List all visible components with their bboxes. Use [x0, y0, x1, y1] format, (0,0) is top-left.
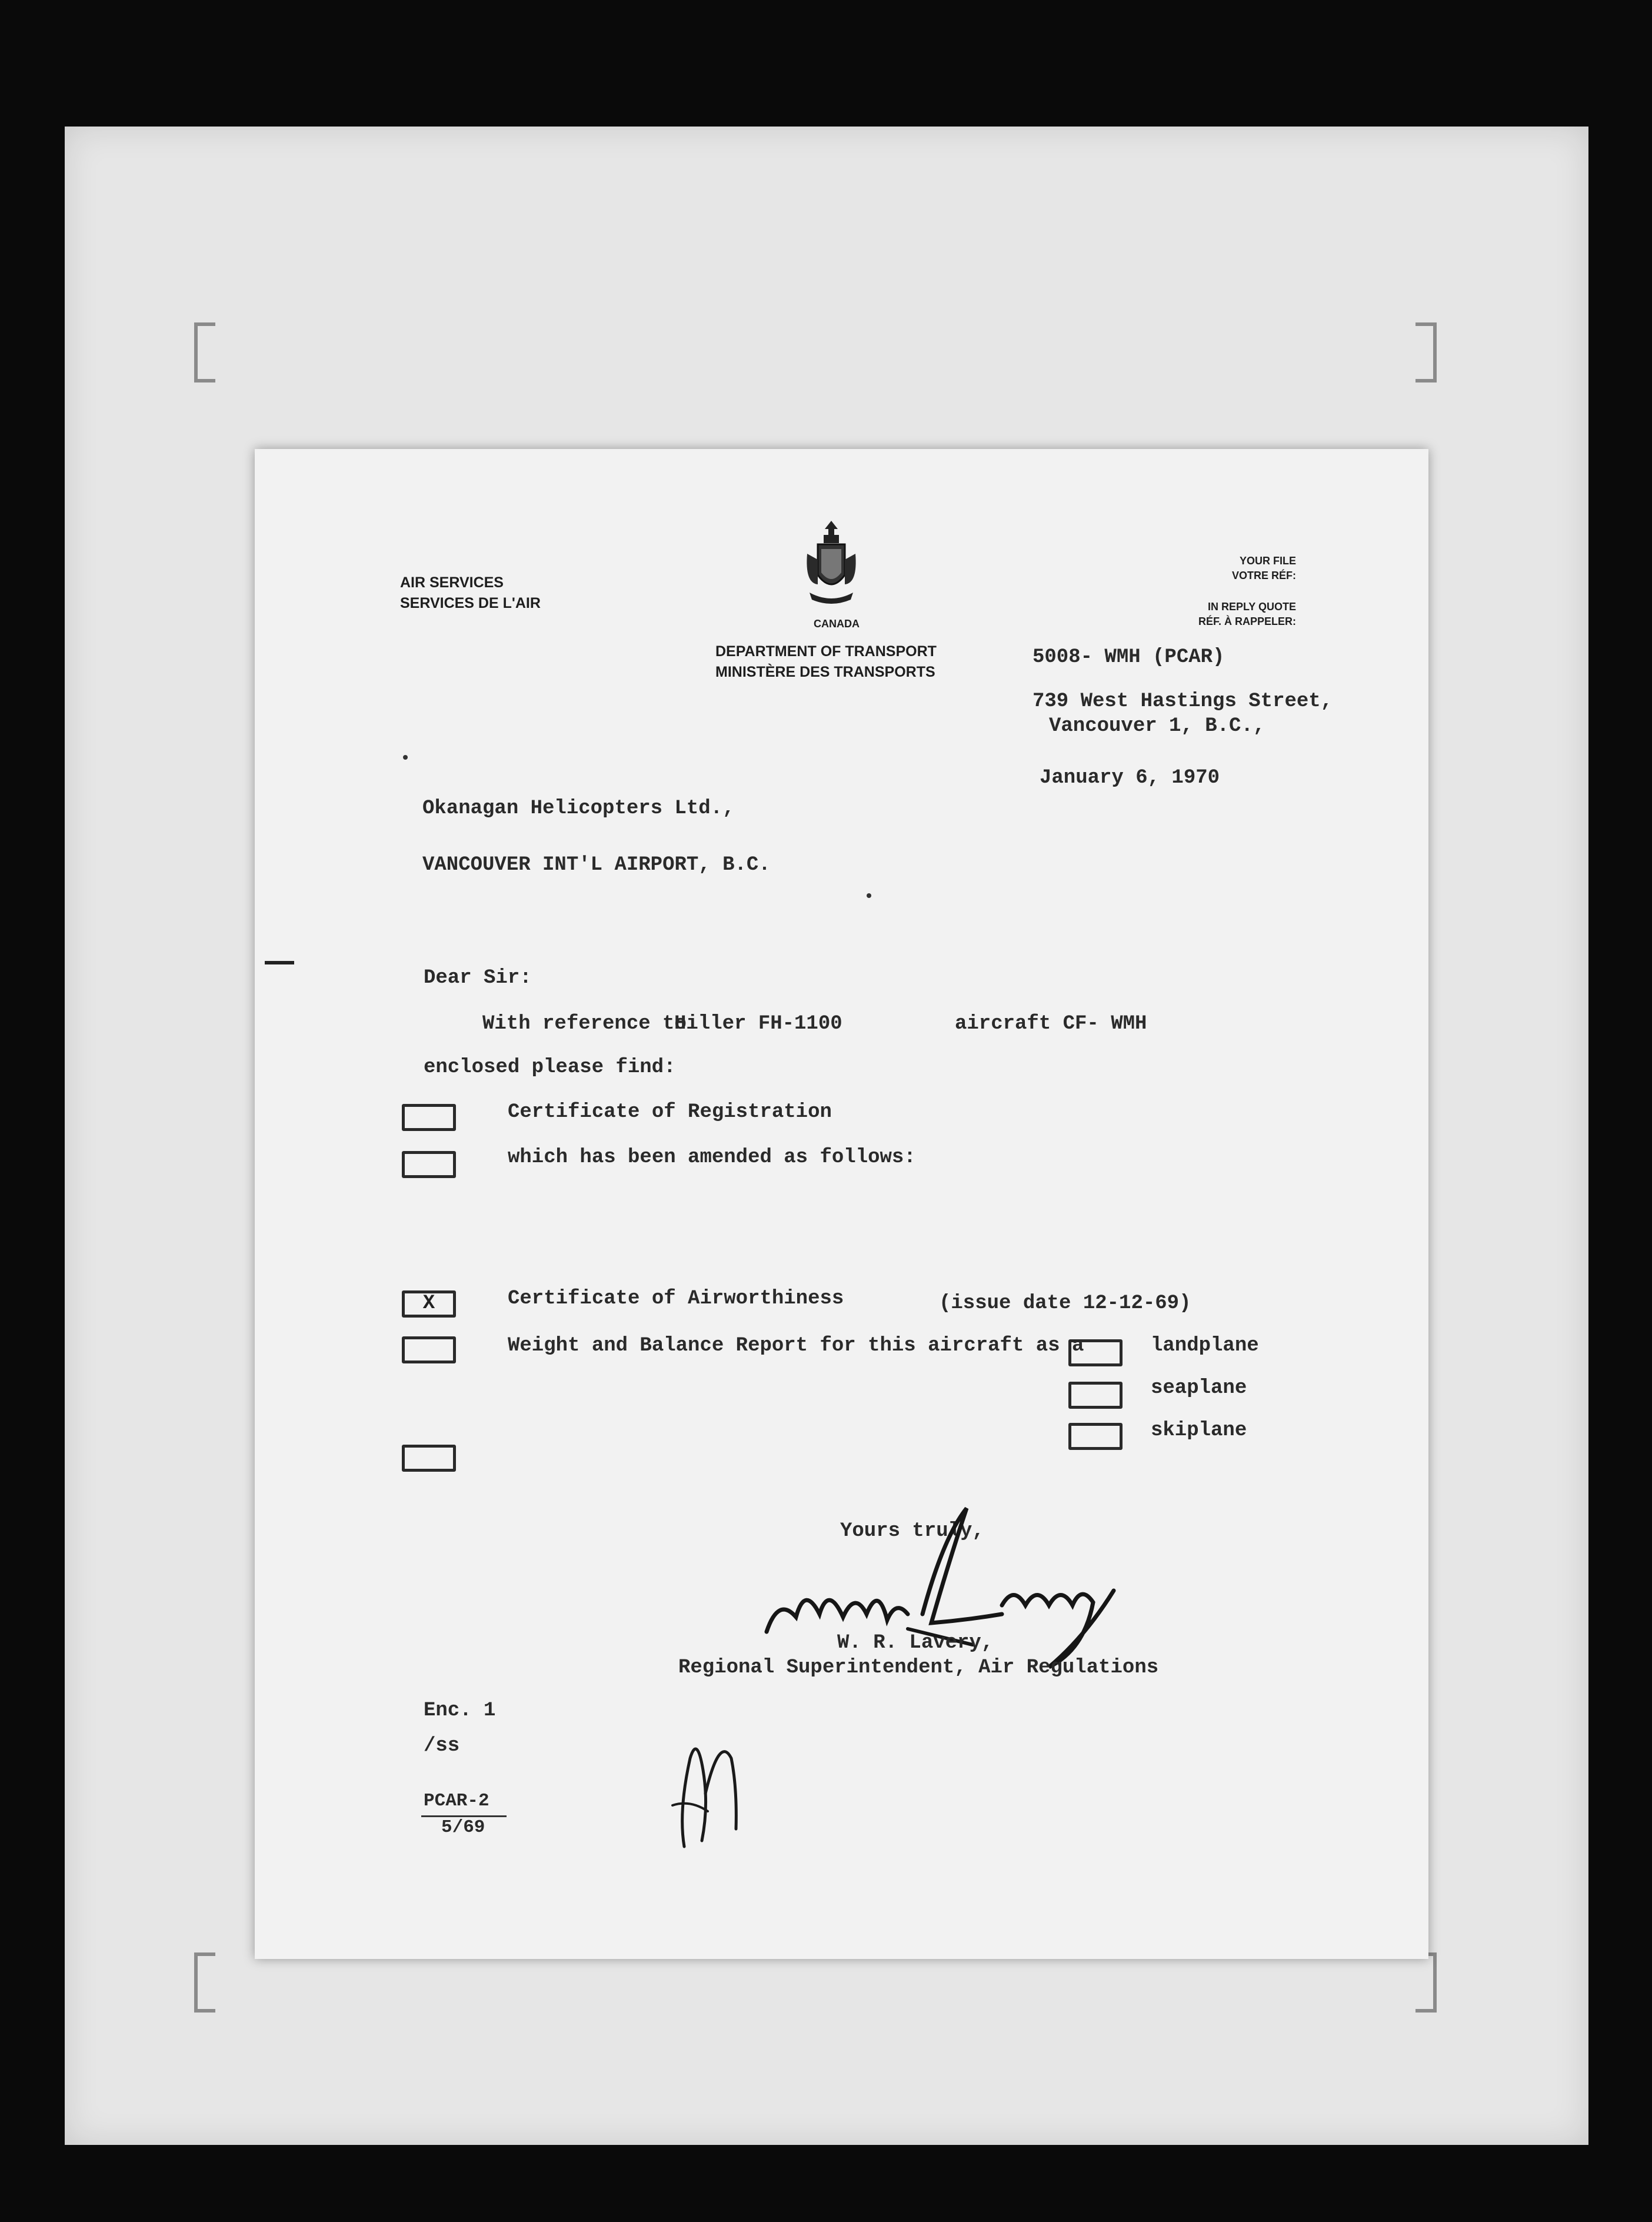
- checkbox-other: [402, 1445, 456, 1472]
- reference-prefix: With reference to: [482, 1013, 687, 1035]
- service-name-fr: SERVICES DE L'AIR: [400, 595, 541, 611]
- reply-quote-label-fr: RÉF. À RAPPELER:: [1198, 616, 1296, 627]
- type-landplane: landplane: [1151, 1335, 1259, 1357]
- typist-initials: /ss: [424, 1735, 460, 1757]
- crop-mark-top-left: [194, 322, 215, 382]
- reply-quote-label-en: IN REPLY QUOTE: [1207, 601, 1296, 613]
- salutation: Dear Sir:: [424, 967, 532, 989]
- sender-address-line-1: 739 West Hastings Street,: [1032, 690, 1333, 713]
- checkbox-airworthiness: X: [402, 1290, 456, 1318]
- aircraft-registration: aircraft CF- WMH: [955, 1013, 1147, 1035]
- signatory-title: Regional Superintendent, Air Regulations: [678, 1656, 1159, 1679]
- form-number: PCAR-2: [424, 1791, 489, 1811]
- country-label: CANADA: [814, 618, 860, 630]
- checkbox-weight-balance: [402, 1336, 456, 1363]
- paper-speck: [867, 893, 871, 898]
- issue-date: (issue date 12-12-69): [939, 1292, 1191, 1315]
- crop-mark-bottom-right: [1415, 1952, 1437, 2013]
- letter-page: [255, 449, 1428, 1959]
- your-file-label-fr: VOTRE RÉF:: [1231, 570, 1296, 581]
- checkbox-registration: [402, 1104, 456, 1131]
- item-airworthiness: Certificate of Airworthiness: [508, 1288, 844, 1310]
- checkbox-seaplane: [1068, 1382, 1123, 1409]
- department-name-fr: MINISTÈRE DES TRANSPORTS: [715, 664, 935, 680]
- handwritten-initials: [667, 1723, 755, 1858]
- paper-speck: [403, 755, 408, 760]
- letter-date: January 6, 1970: [1040, 767, 1220, 789]
- your-file-label-en: YOUR FILE: [1239, 555, 1296, 567]
- aircraft-model: Hiller FH-1100: [674, 1013, 842, 1035]
- item-weight-balance: Weight and Balance Report for this aircraft as a: [508, 1335, 1084, 1357]
- type-seaplane: seaplane: [1151, 1377, 1247, 1399]
- checkbox-landplane: [1068, 1339, 1123, 1366]
- sender-address-line-2: Vancouver 1, B.C.,: [1049, 715, 1265, 737]
- recipient-address: VANCOUVER INT'L AIRPORT, B.C.: [422, 854, 771, 876]
- item-registration: Certificate of Registration: [508, 1101, 832, 1123]
- department-name-en: DEPARTMENT OF TRANSPORT: [715, 643, 937, 660]
- checkbox-skiplane: [1068, 1423, 1123, 1450]
- recipient-name: Okanagan Helicopters Ltd.,: [422, 797, 735, 820]
- type-skiplane: skiplane: [1151, 1419, 1247, 1442]
- checkbox-amended: [402, 1151, 456, 1178]
- enclosure-count: Enc. 1: [424, 1699, 496, 1722]
- crop-mark-bottom-left: [194, 1952, 215, 2013]
- enclosed-intro: enclosed please find:: [424, 1056, 676, 1079]
- service-name-en: AIR SERVICES: [400, 574, 504, 591]
- fold-mark: [265, 961, 294, 964]
- coat-of-arms-icon: [804, 518, 859, 613]
- item-amended: which has been amended as follows:: [508, 1146, 916, 1169]
- form-date: 5/69: [441, 1817, 485, 1838]
- crop-mark-top-right: [1415, 322, 1437, 382]
- file-reference: 5008- WMH (PCAR): [1032, 646, 1225, 668]
- signatory-name: W. R. Lavery,: [837, 1632, 994, 1654]
- closing: Yours truly,: [840, 1520, 984, 1542]
